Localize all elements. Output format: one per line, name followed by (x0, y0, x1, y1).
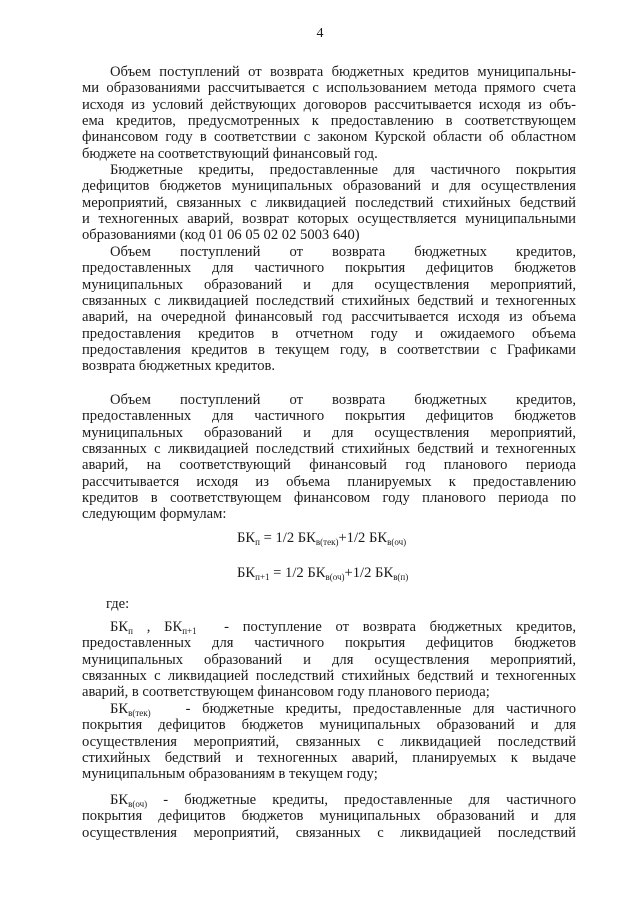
definition-term: БК (110, 619, 129, 635)
formula-subscript: п (255, 537, 260, 547)
text-line: покрытия дефицитов бюджетов муниципальных образований и для (82, 808, 576, 825)
text-line: мероприятий, связанных с ликвидацией последствий стихийных бедствий (82, 194, 576, 211)
formula-subscript: п+1 (255, 572, 270, 582)
page-number: 4 (316, 26, 324, 41)
formula-1 (237, 530, 406, 547)
text-line: предоставления кредитов в текущем году, в соответствии с Графиками (82, 342, 576, 359)
formula-term: = 1/2 БК (269, 565, 326, 581)
definition-subscript: п+1 (182, 626, 197, 636)
definition-text: - бюджетные кредиты, предоставленные для частичного (185, 701, 576, 717)
formula-subscript: в(тек) (315, 537, 339, 547)
definition-text: - поступление от возврата бюджетных кредитов, (224, 619, 577, 635)
text-line: кредитов в соответствующем финансовом году планового периода по (82, 490, 576, 507)
text-line: Бюджетные кредиты, предоставленные для частичного покрытия (110, 162, 576, 178)
definition-subscript: п (128, 626, 133, 636)
definition-first-line (82, 619, 576, 635)
text-line: стихийных бедствий и техногенных аварий, планируемых к выдаче (82, 750, 576, 767)
definition-subscript: в(тек) (128, 708, 151, 718)
text-line: осуществления мероприятий, связанных с ликвидацией последствий (82, 733, 576, 750)
definition-1 (82, 619, 576, 701)
text-line: предоставленных для частичного покрытия дефицитов бюджетов (82, 408, 576, 425)
text-line: образованиями (код 01 06 05 02 02 5003 640) (82, 227, 360, 244)
text-line: муниципальных образований и для осуществления мероприятий, (82, 424, 576, 441)
text-line: бюджете на соответствующий финансовый год. (82, 145, 378, 162)
text-line: покрытия дефицитов бюджетов муниципальных образований и для (82, 717, 576, 734)
text-line: возврата бюджетных кредитов. (82, 358, 276, 375)
text-line: следующим формулам: (82, 506, 227, 523)
formula-term: +1/2 БК (344, 565, 394, 581)
text-line: Объем поступлений от возврата бюджетных кредитов, (110, 392, 576, 408)
where-label: где: (106, 596, 130, 612)
definition-subscript: в(оч) (128, 799, 148, 809)
definition-term: БК (110, 701, 129, 717)
text-line: муниципальных образований и для осуществления мероприятий, (82, 276, 576, 293)
text-line: связанных с ликвидацией последствий стихийных бедствий и техногенных (82, 668, 576, 685)
text-line: аварий, на очередной финансовый год рассчитывается исходя из объема (82, 309, 576, 326)
text-line: финансовом году в соответствии с законом Курской области об областном (82, 129, 576, 146)
definition-separator: , (132, 619, 165, 635)
text-line: рассчитывается исходя из объема планируемых к предоставлению (82, 473, 576, 490)
paragraph-3 (82, 244, 576, 375)
text-line: муниципальных образований и для осуществления мероприятий, (82, 651, 576, 668)
paragraph-1 (82, 64, 576, 162)
text-line: осуществления мероприятий, связанных с ликвидацией последствий (82, 824, 576, 841)
formula-subscript: в(п) (393, 572, 409, 582)
text-line: аварий, в соответствующем финансовом году планового периода; (82, 684, 490, 701)
definition-2 (82, 701, 576, 783)
text-line: ема кредитов, предусмотренных к предоставлению в соответствующем (82, 113, 576, 130)
text-line: предоставленных для частичного покрытия дефицитов бюджетов (82, 635, 576, 652)
text-line: связанных с ликвидацией последствий стихийных бедствий и техногенных (82, 293, 576, 310)
text-line: связанных с ликвидацией последствий стихийных бедствий и техногенных (82, 441, 576, 458)
text-line: исходя из условий действующих договоров рассчитывается исходя из объ- (82, 96, 576, 113)
definition-first-line (82, 792, 576, 808)
text-line: и техногенных аварий, возврат которых осуществляется муниципальными (82, 211, 576, 228)
formula-term: +1/2 БК (338, 530, 388, 546)
text-line: дефицитов бюджетов муниципальных образований и для осуществления (82, 178, 576, 195)
definition-text: - бюджетные кредиты, предоставленные для частичного (163, 792, 576, 808)
formula-term: = 1/2 БК (259, 530, 316, 546)
definition-first-line (82, 701, 576, 717)
formula-2 (237, 565, 408, 582)
formula-term: БК (237, 530, 256, 546)
text-line: ми образованиями рассчитывается с использованием метода прямого счета (82, 80, 576, 97)
definition-term: БК (164, 619, 183, 635)
text-line: аварий, на соответствующий финансовый год планового периода (82, 457, 576, 474)
definition-3 (82, 792, 576, 841)
text-line: предоставления кредитов в отчетном году и ожидаемого объема (82, 325, 576, 342)
formula-subscript: в(оч) (387, 537, 407, 547)
formula-subscript: в(оч) (325, 572, 345, 582)
definition-term: БК (110, 792, 129, 808)
text-line: муниципальным образованиям в текущем году; (82, 766, 378, 783)
paragraph-2 (82, 162, 576, 244)
text-line: Объем поступлений от возврата бюджетных кредитов муниципальны- (110, 64, 576, 80)
paragraph-4 (82, 392, 576, 523)
formula-term: БК (237, 565, 256, 581)
text-line: предоставленных для частичного покрытия дефицитов бюджетов (82, 260, 576, 277)
text-line: Объем поступлений от возврата бюджетных кредитов, (110, 244, 576, 260)
